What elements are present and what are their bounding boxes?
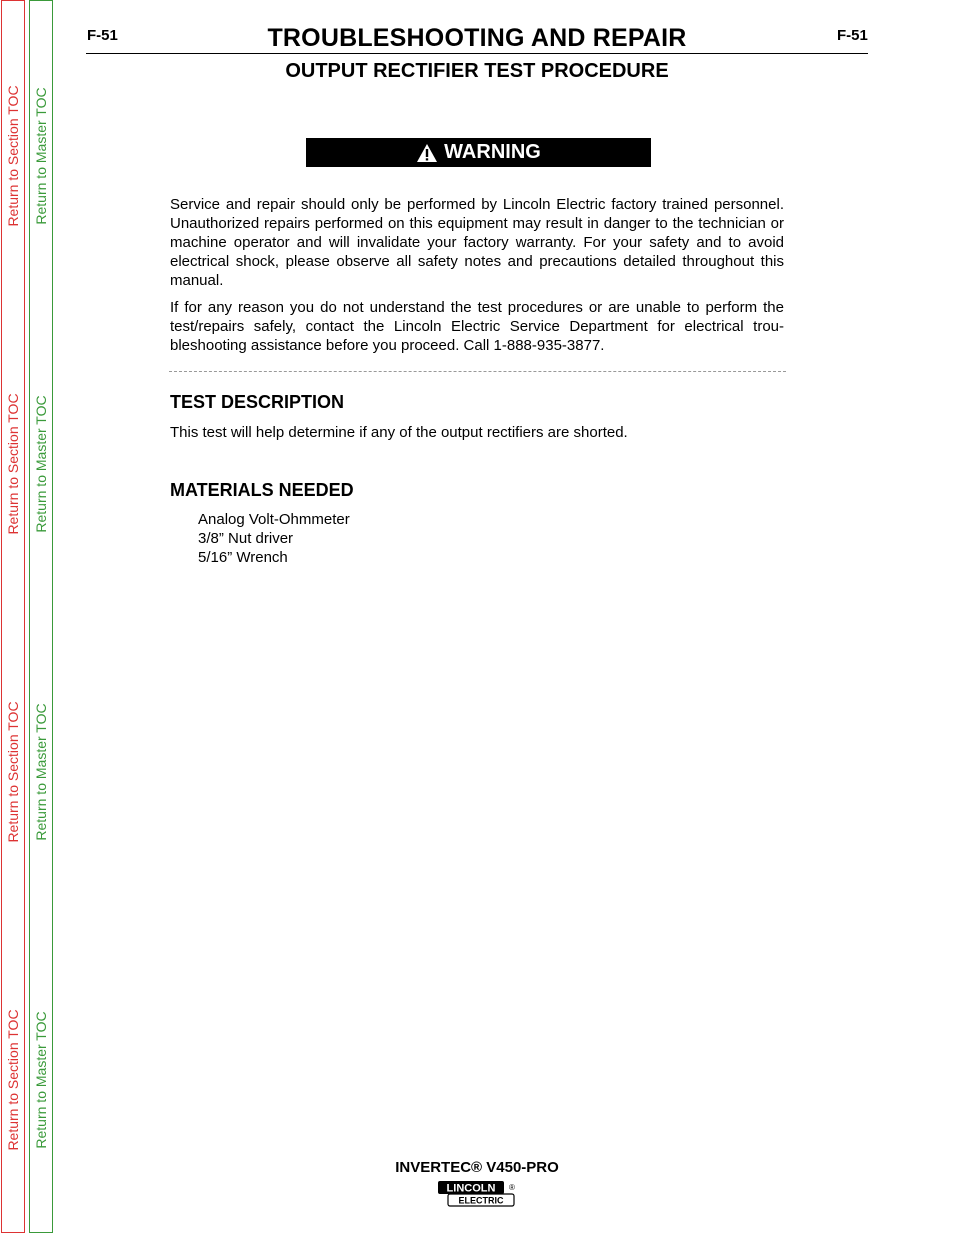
return-to-master-toc-link[interactable]: Return to Master TOC xyxy=(33,703,49,841)
logo-text-bottom: ELECTRIC xyxy=(458,1195,504,1206)
section-divider xyxy=(169,371,786,372)
list-item: Analog Volt-Ohmmeter xyxy=(198,511,350,528)
page-number-right: F-51 xyxy=(837,27,868,44)
test-description-text: This test will help determine if any of the output rectifiers are shorted. xyxy=(170,424,628,441)
registered-mark: ® xyxy=(509,1183,515,1192)
return-to-master-toc-link[interactable]: Return to Master TOC xyxy=(33,395,49,533)
footer-model-name: INVERTEC® V450-PRO xyxy=(395,1159,559,1176)
warning-paragraph-1: Service and repair should only be performed by Lincoln Electric factory trained personnel. Unauthorized repairs performed on this equipment may result in danger to the technician or machine operator and will invalidate your factory warranty. For your safety and to avoid electrical shock, please observe all safety notes and precautions detailed throughout this manual. xyxy=(170,196,784,289)
list-item: 3/8” Nut driver xyxy=(198,530,294,547)
page-number-left: F-51 xyxy=(87,27,118,44)
test-description-heading: TEST DESCRIPTION xyxy=(170,392,345,412)
list-item: 5/16” Wrench xyxy=(198,549,288,566)
lincoln-electric-logo xyxy=(437,1180,517,1213)
warning-label: WARNING xyxy=(444,141,541,163)
page-title: TROUBLESHOOTING AND REPAIR xyxy=(267,24,687,52)
return-to-master-toc-link[interactable]: Return to Master TOC xyxy=(33,87,49,225)
warning-triangle-icon xyxy=(416,143,438,163)
return-to-section-toc-link[interactable]: Return to Section TOC xyxy=(5,1009,21,1151)
return-to-master-toc-link[interactable]: Return to Master TOC xyxy=(33,1011,49,1149)
section-toc-bar xyxy=(1,0,25,1233)
materials-list xyxy=(198,510,350,567)
warning-banner xyxy=(306,138,651,167)
return-to-section-toc-link[interactable]: Return to Section TOC xyxy=(5,85,21,227)
warning-paragraph-2: If for any reason you do not understand the test procedures or are unable to perform the test/repairs safely, contact the Lincoln Electric Service Department for electrical trou-bleshooting assistance before you proceed. Call 1-888-935-3877. xyxy=(170,299,784,354)
materials-needed-heading: MATERIALS NEEDED xyxy=(170,480,354,500)
title-divider xyxy=(86,53,868,54)
master-toc-bar xyxy=(29,0,53,1233)
page-subtitle: OUTPUT RECTIFIER TEST PROCEDURE xyxy=(285,60,669,82)
return-to-section-toc-link[interactable]: Return to Section TOC xyxy=(5,393,21,535)
return-to-section-toc-link[interactable]: Return to Section TOC xyxy=(5,701,21,843)
logo-text-top: LINCOLN xyxy=(446,1182,496,1195)
